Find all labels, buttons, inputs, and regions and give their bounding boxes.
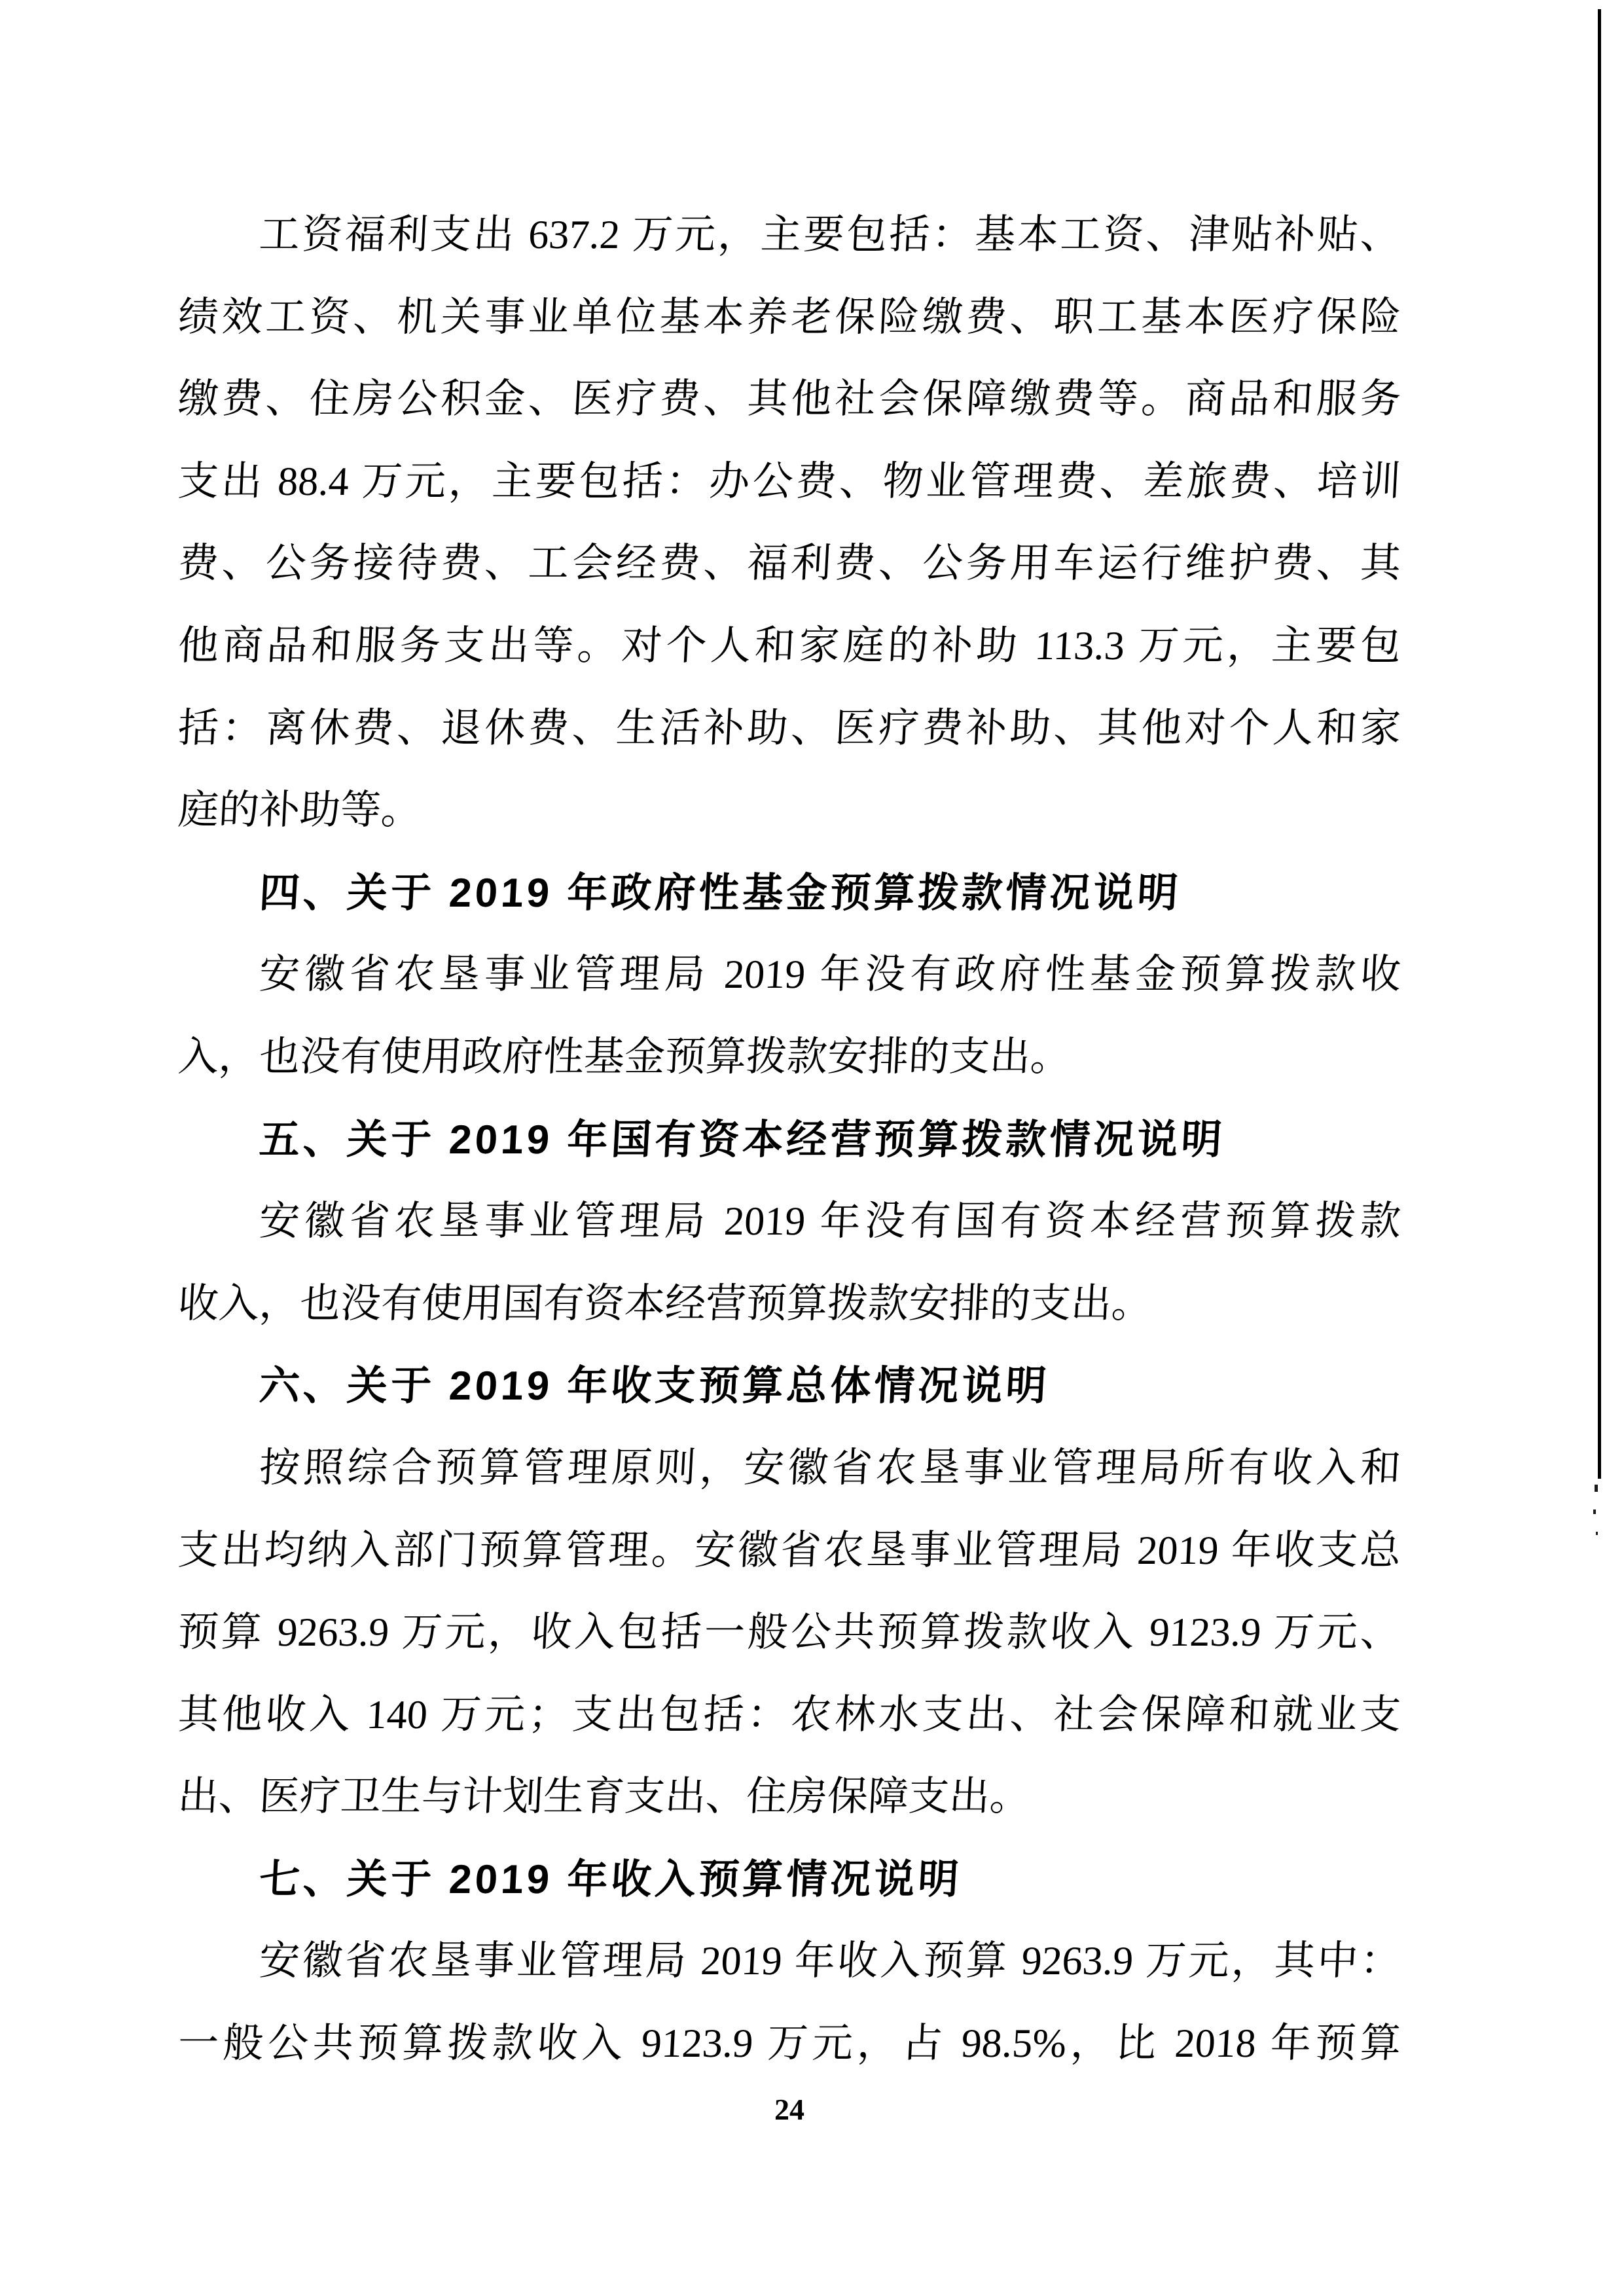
scan-artifact-vertical-line [1598, 9, 1601, 1479]
paragraph-line: 工资福利支出 637.2 万元，主要包括：基本工资、津贴补贴、 [258, 213, 1402, 257]
paragraph-line: 按照综合预算管理原则，安徽省农垦事业管理局所有收入和 [258, 1445, 1402, 1491]
paragraph-line: 绩效工资、机关事业单位基本养老保险缴费、职工基本医疗保险 [177, 295, 1402, 340]
text-block [178, 194, 1401, 2086]
scan-artifact-speck [1593, 1509, 1596, 1514]
paragraph-line: 括：离休费、退休费、生活补助、医疗费补助、其他对个人和家 [177, 706, 1402, 751]
section-heading: 七、关于 2019 年收入预算情况说明 [258, 1856, 964, 1902]
section-heading: 五、关于 2019 年国有资本经营预算拨款情况说明 [258, 1117, 1227, 1163]
paragraph-line: 一般公共预算拨款收入 9123.9 万元，占 98.5%，比 2018 年预算 [177, 2021, 1402, 2067]
page-number: 24 [774, 2093, 804, 2126]
paragraph-line: 支出 88.4 万元，主要包括：办公费、物业管理费、差旅费、培训 [177, 459, 1402, 504]
scan-artifact-speck [1595, 1485, 1598, 1492]
paragraph-line: 其他收入 140 万元；支出包括：农林水支出、社会保障和就业支 [177, 1692, 1402, 1737]
paragraph-line: 安徽省农垦事业管理局 2019 年收入预算 9263.9 万元，其中： [258, 1939, 1402, 1984]
section-heading: 四、关于 2019 年政府性基金预算拨款情况说明 [258, 870, 1183, 916]
paragraph-line: 安徽省农垦事业管理局 2019 年没有国有资本经营预算拨款 [258, 1199, 1402, 1244]
paragraph-line: 收入，也没有使用国有资本经营预算拨款安排的支出。 [177, 1281, 1153, 1326]
paragraph-line: 安徽省农垦事业管理局 2019 年没有政府性基金预算拨款收 [258, 952, 1402, 998]
paragraph-line: 缴费、住房公积金、医疗费、其他社会保障缴费等。商品和服务 [177, 377, 1402, 422]
paragraph-line: 他商品和服务支出等。对个人和家庭的补助 113.3 万元，主要包 [177, 623, 1402, 668]
scan-artifact-speck [1596, 1532, 1598, 1535]
paragraph-line: 入，也没有使用政府性基金预算拨款安排的支出。 [177, 1034, 1072, 1079]
paragraph-line: 预算 9263.9 万元，收入包括一般公共预算拨款收入 9123.9 万元、 [177, 1610, 1402, 1655]
paragraph-line: 支出均纳入部门预算管理。安徽省农垦事业管理局 2019 年收支总 [177, 1528, 1402, 1573]
paragraph-line: 庭的补助等。 [177, 788, 423, 833]
section-heading: 六、关于 2019 年收支预算总体情况说明 [258, 1364, 1051, 1409]
paragraph-line: 费、公务接待费、工会经费、福利费、公务用车运行维护费、其 [177, 541, 1402, 587]
paragraph-line: 出、医疗卫生与计划生育支出、住房保障支出。 [177, 1775, 1032, 1820]
